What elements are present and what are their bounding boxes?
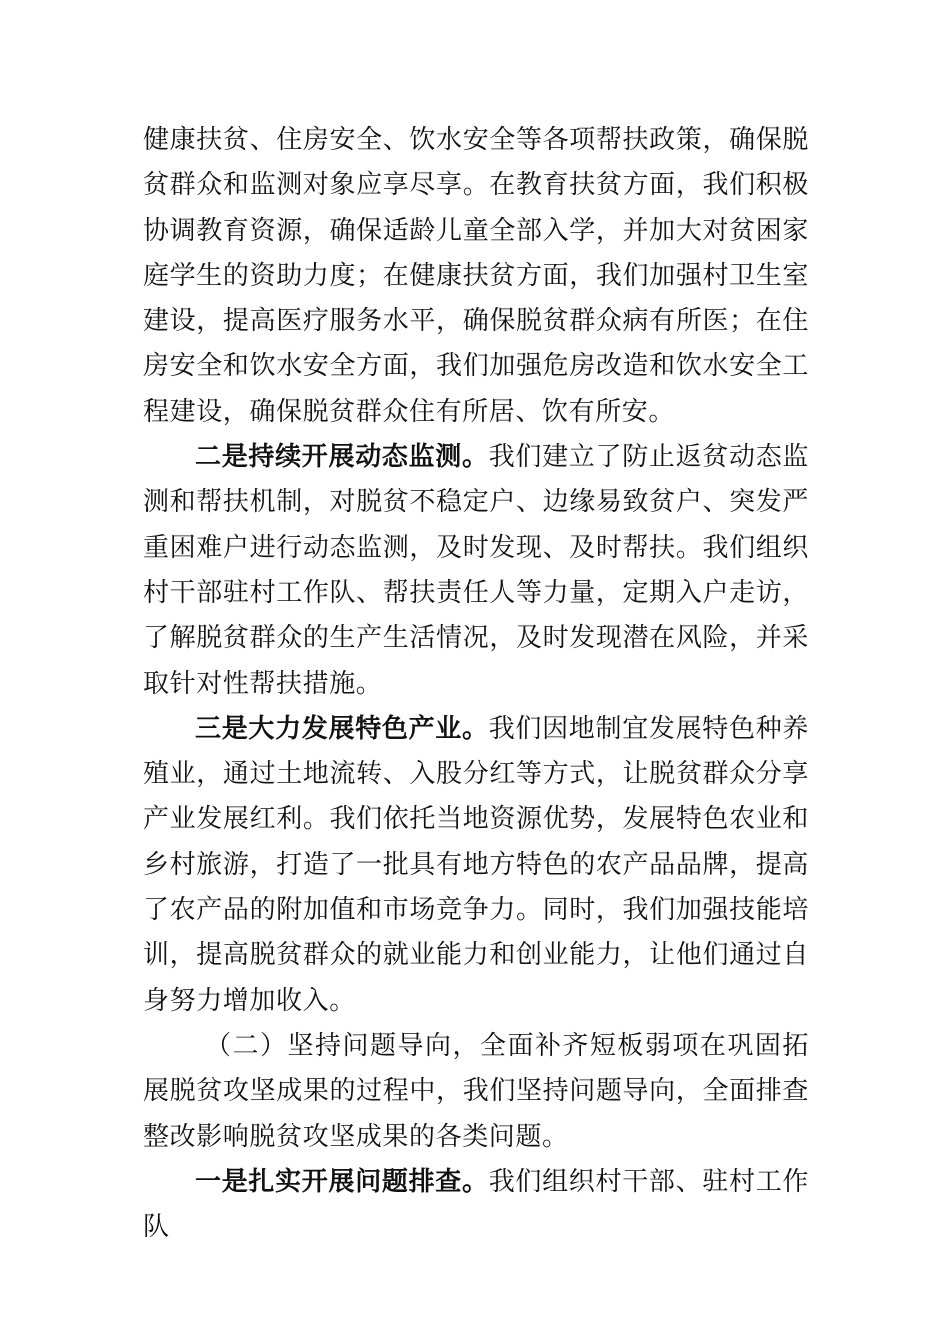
paragraph-lead: 三是大力发展特色产业。 <box>195 713 489 744</box>
paragraph-special-industry <box>143 707 809 1024</box>
paragraph-problem-investigation <box>143 1160 809 1251</box>
paragraph-body: 我们组织村干部、驻村工作队 <box>143 1166 809 1243</box>
paragraph-body: （二）坚持问题导向，全面补齐短板弱项在巩固拓展脱贫攻坚成果的过程中，我们坚持问题导向，全面排查整改影响脱贫攻坚成果的各类问题。 <box>143 1030 809 1152</box>
paragraph-policy-continuation <box>143 118 809 435</box>
document-body <box>143 118 809 1250</box>
paragraph-dynamic-monitoring <box>143 435 809 707</box>
section-heading-problem-oriented <box>143 1024 809 1160</box>
paragraph-lead: 一是扎实开展问题排查。 <box>195 1166 489 1197</box>
paragraph-body: 我们建立了防止返贫动态监测和帮扶机制，对脱贫不稳定户、边缘易致贫户、突发严重困难户进行动态监测，及时发现、及时帮扶。我们组织村干部驻村工作队、帮扶责任人等力量，定期入户走访，了解脱贫群众的生产生活情况，及时发现潜在风险，并采取针对性帮扶措施。 <box>143 442 809 699</box>
paragraph-lead: 二是持续开展动态监测。 <box>195 442 489 473</box>
paragraph-body: 健康扶贫、住房安全、饮水安全等各项帮扶政策，确保脱贫群众和监测对象应享尽享。在教育扶贫方面，我们积极协调教育资源，确保适龄儿童全部入学，并加大对贫困家庭学生的资助力度；在健康扶贫方面，我们加强村卫生室建设，提高医疗服务水平，确保脱贫群众病有所医；在住房安全和饮水安全方面，我们加强危房改造和饮水安全工程建设，确保脱贫群众住有所居、饮有所安。 <box>143 125 809 427</box>
paragraph-body: 我们因地制宜发展特色种养殖业，通过土地流转、入股分红等方式，让脱贫群众分享产业发展红利。我们依托当地资源优势，发展特色农业和乡村旅游，打造了一批具有地方特色的农产品品牌，提高了农产品的附加值和市场竞争力。同时，我们加强技能培训，提高脱贫群众的就业能力和创业能力，让他们通过自身努力增加收入。 <box>143 713 809 1016</box>
